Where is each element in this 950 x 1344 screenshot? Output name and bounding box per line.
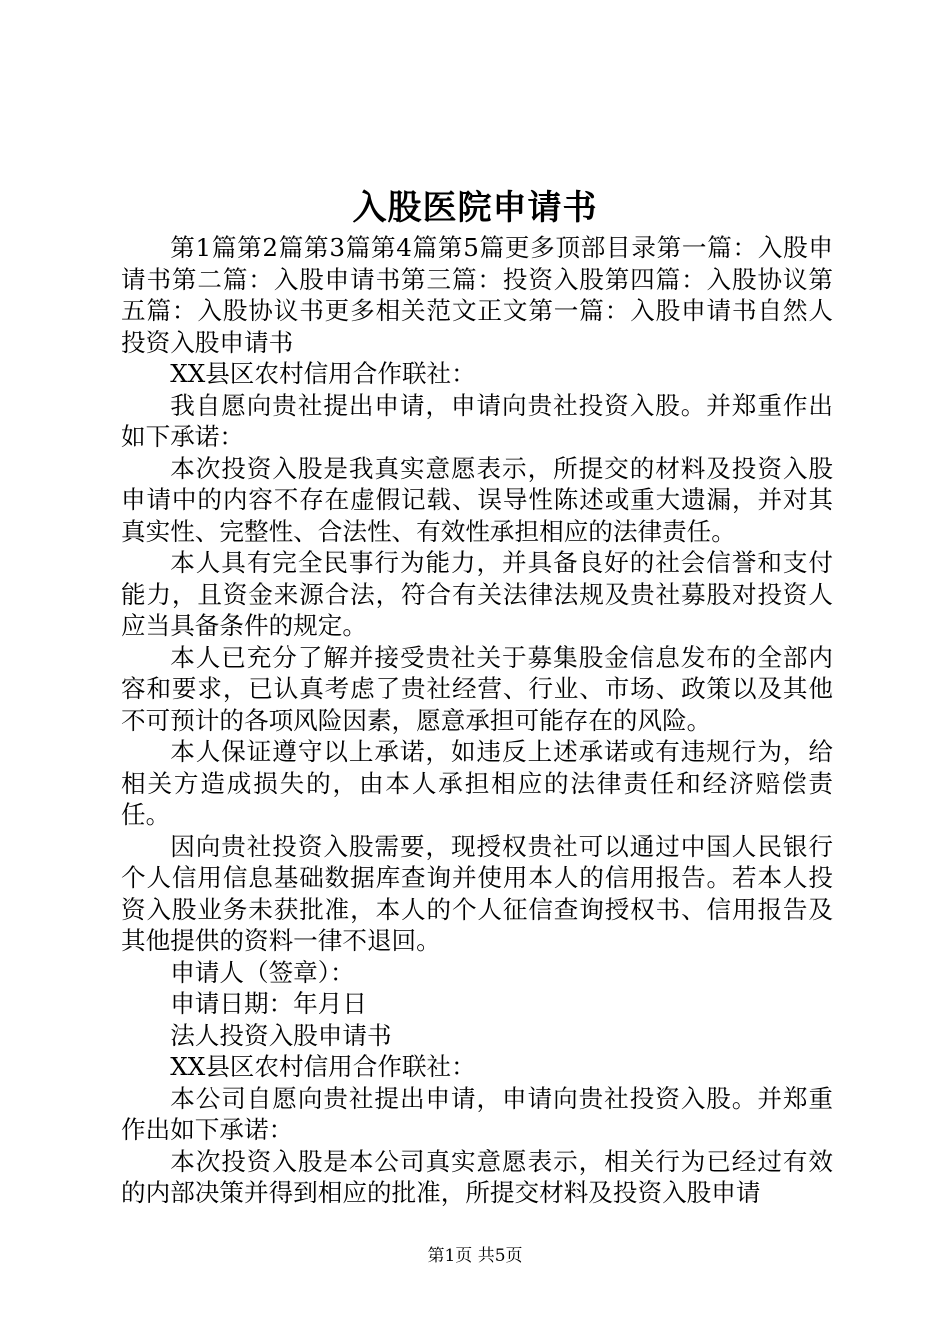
paragraph-addressee-2: XX县区农村信用合作联社： — [170, 1052, 476, 1081]
paragraph-company-commitment: 本次投资入股是本公司真实意愿表示，相关行为已经过有效的内部决策并得到相应的批准，所提交材料及投资入股申请 — [121, 1146, 833, 1207]
paragraph-subtitle-legal-person: 法人投资入股申请书 — [170, 1020, 392, 1050]
paragraph-commitment-1: 本次投资入股是我真实意愿表示，所提交的材料及投资入股申请中的内容不存在虚假记载、误导性陈述或重大遗漏，并对其真实性、完整性、合法性、有效性承担相应的法律责任。 — [121, 453, 833, 546]
page-footer: 第1页 共5页 — [427, 1246, 523, 1266]
paragraph-application: 我自愿向贵社提出申请，申请向贵社投资入股。并郑重作出如下承诺： — [121, 390, 833, 451]
paragraph-commitment-3: 本人已充分了解并接受贵社关于募集股金信息发布的全部内容和要求，已认真考虑了贵社经营、行业、市场、政策以及其他不可预计的各项风险因素，愿意承担可能存在的风险。 — [121, 642, 833, 735]
document-body — [121, 232, 833, 1209]
paragraph-table-of-contents: 第1篇第2篇第3篇第4篇第5篇更多顶部目录第一篇：入股申请书第二篇：入股申请书第三篇：投资入股第四篇：入股协议第五篇：入股协议书更多相关范文正文第一篇：入股申请书自然人投资入股申请书 — [121, 233, 833, 357]
paragraph-addressee: XX县区农村信用合作联社： — [170, 359, 476, 388]
paragraph-application-date: 申请日期：年月日 — [170, 989, 367, 1018]
document-title: 入股医院申请书 — [352, 188, 598, 228]
paragraph-authorization: 因向贵社投资入股需要，现授权贵社可以通过中国人民银行个人信用信息基础数据库查询并使用本人的信用报告。若本人投资入股业务未获批准，本人的个人征信查询授权书、信用报告及其他提供的资料一律不退回。 — [121, 831, 833, 955]
paragraph-company-application: 本公司自愿向贵社提出申请，申请向贵社投资入股。并郑重作出如下承诺： — [121, 1083, 833, 1144]
paragraph-commitment-2: 本人具有完全民事行为能力，并具备良好的社会信誉和支付能力，且资金来源合法，符合有关法律法规及贵社募股对投资人应当具备条件的规定。 — [121, 548, 833, 640]
paragraph-applicant-signature: 申请人（签章）： — [170, 957, 355, 987]
paragraph-commitment-4: 本人保证遵守以上承诺，如违反上述承诺或有违规行为，给相关方造成损失的，由本人承担相应的法律责任和经济赔偿责任。 — [121, 737, 833, 829]
